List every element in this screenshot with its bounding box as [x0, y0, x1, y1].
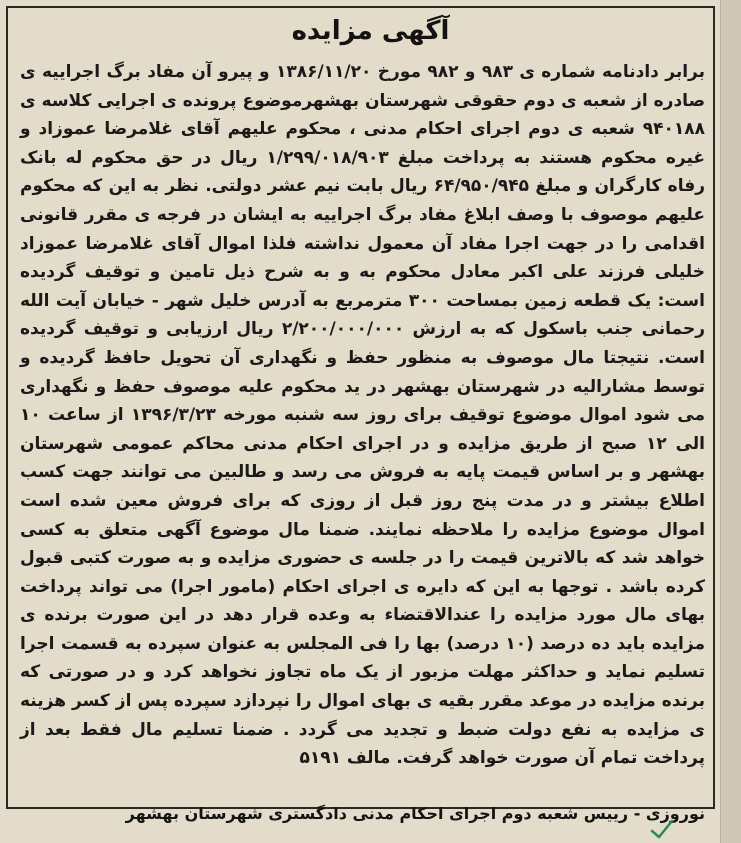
check-mark-icon [650, 818, 674, 840]
notice-title: آگهی مزایده [291, 16, 450, 46]
adjacent-column-strip [720, 0, 741, 843]
notice-signature: نوروزی - رییس شعبه دوم اجرای احکام مدنی دادگستری شهرستان بهشهر [125, 804, 705, 823]
notice-body: برابر دادنامه شماره ی ۹۸۳ و ۹۸۲ مورخ ۱۳۸۶/۱۱/۲۰ و پیرو آن مفاد برگ اجراییه ی صادره از شعبه ی دوم حقوقی شهرستان بهشهرموضوع پرونده ی اجرایی کلاسه ی ۹۴۰۱۸۸ شعبه ی دوم اجرای احکام مدنی ، محکوم علیهم آقای غلامرضا عموزاد و غیره محکوم هستند به پرداخت مبلغ ۱/۲۹۹/۰۱۸/۹۰۳ ریال در حق محکوم له بانک رفاه کارگران و مبلغ ۶۴/۹۵۰/۹۴۵ ریال بابت نیم عشر دولتی. نظر به این که محکوم علیهم موصوف با وصف ابلاغ مفاد برگ اجراییه به ایشان در فرجه ی مقرر قانونی اقدامی را در جهت اجرا مفاد آن معمول نداشته فلذا اموال آقای غلامرضا عموزاد خلیلی فرزند علی اکبر معادل محکوم به و به شرح ذیل تامین و توقیف گردیده است: یک قطعه زمین بمساحت ۳۰۰ مترمربع به آدرس خلیل شهر - خیابان آیت الله رحمانی جنب باسکول که به ارزش ۲/۲۰۰/۰۰۰/۰۰۰ ریال ارزیابی و توقیف گردیده است. نتیجتا مال موصوف به منظور حفظ و نگهداری آن تحویل حافظ گردیده و توسط مشارالیه در شهرستان بهشهر در ید محکوم علیه موصوف حفظ و نگهداری می شود اموال موضوع توقیف برای روز سه شنبه مورخه ۱۳۹۶/۳/۲۳ از ساعت ۱۰ الی ۱۲ صبح از طریق مزایده و در اجرای احکام مدنی محاکم عمومی شهرستان بهشهر و بر اساس قیمت پایه به فروش می رسد و طالبین می توانند جهت کسب اطلاع بیشتر و در مدت پنج روز قبل از روزی که برای فروش معین شده است اموال موضوع مزایده را ملاحظه نمایند. ضمنا مال موضوع آگهی متعلق به کسی خواهد شد که بالاترین قیمت را در جلسه ی حضوری مزایده و به صورت کتبی قبول کرده باشد . توجها به این که دایره ی اجرای احکام (مامور اجرا) می تواند پرداخت بهای مال مورد مزایده را عندالاقتضاء به وعده قرار دهد در این صورت برنده ی مزایده باید ده درصد (۱۰ درصد) بها را فی المجلس به عنوان سپرده به قسمت اجرا تسلیم نماید و حداکثر مهلت مزبور از یک ماه تجاوز نخواهد کرد و در صورتی که برنده مزایده در موعد مقرر بقیه ی بهای اموال را نپردازد سپرده پس از کسر هزینه ی مزایده به نفع دولت ضبط و تجدید می گردد . ضمنا تسلیم مال فقط بعد از پرداخت تمام آن صورت خواهد گرفت. مالف ۵۱۹۱ [20, 62, 705, 769]
